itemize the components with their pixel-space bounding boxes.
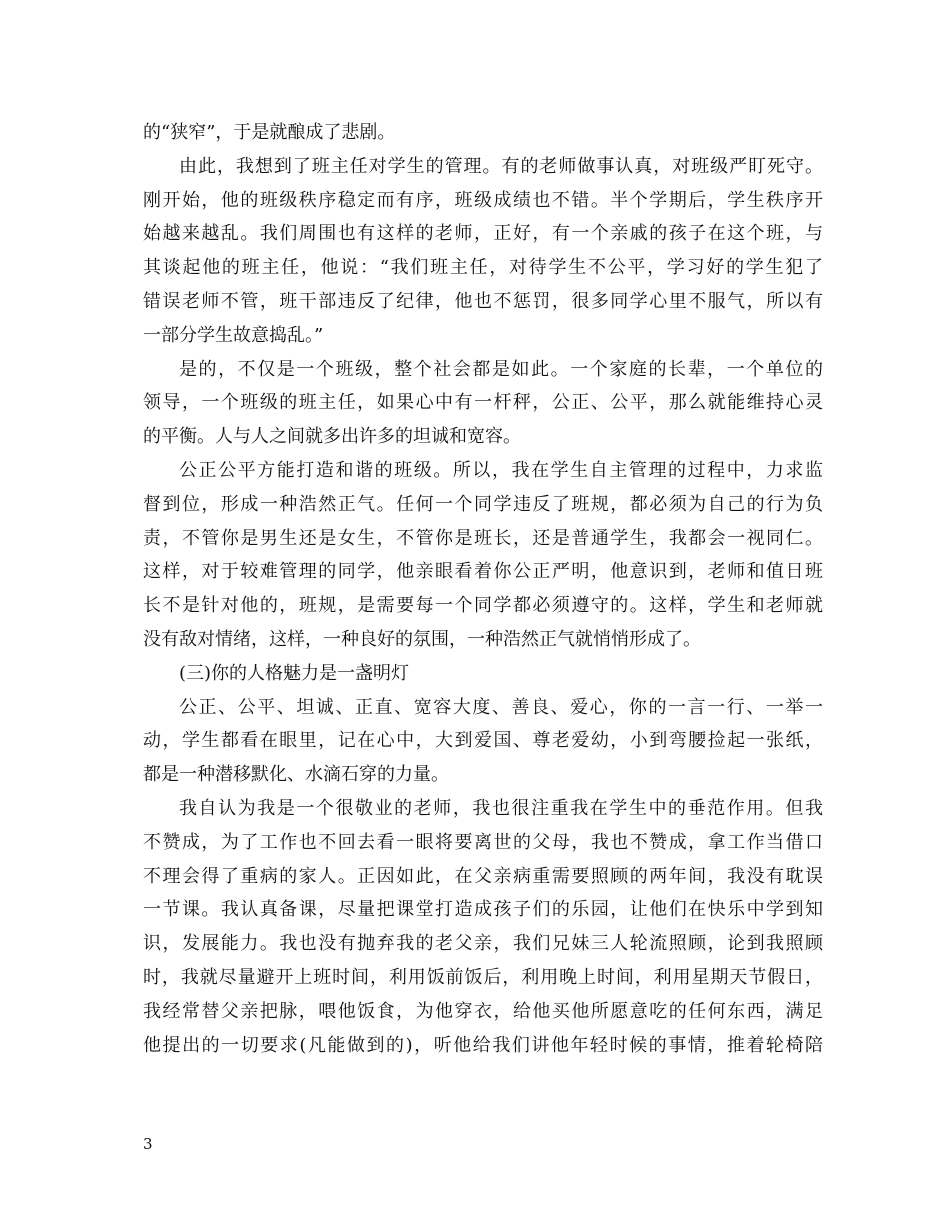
text-line: 责，不管你是男生还是女生，不管你是班长，还是普通学生，我都会一视同仁。	[143, 527, 823, 549]
text-line: 我自认为我是一个很敬业的老师，我也很注重我在学生中的垂范作用。但我	[179, 797, 823, 819]
text-line: 他提出的一切要求(凡能做到的)，听他给我们讲他年轻时候的事情，推着轮椅陪	[143, 1034, 823, 1056]
text-line: 长不是针对他的，班规，是需要每一个同学都必须遵守的。这样，学生和老师就	[143, 595, 823, 617]
text-line: 的平衡。人与人之间就多出许多的坦诚和宽容。	[143, 426, 521, 448]
text-line: 不理会得了重病的家人。正因如此，在父亲病重需要照顾的两年间，我没有耽误	[143, 865, 823, 887]
text-line: 始越来越乱。我们周围也有这样的老师，正好，有一个亲戚的孩子在这个班，与	[143, 223, 823, 245]
text-line: 一节课。我认真备课，尽量把课堂打造成孩子们的乐园，让他们在快乐中学到知	[143, 899, 823, 921]
text-line: 其谈起他的班主任，他说：“我们班主任，对待学生不公平，学习好的学生犯了	[143, 257, 823, 279]
text-line: 的“狭窄”，于是就酿成了悲剧。	[143, 122, 396, 143]
text-line: 错误老师不管，班干部违反了纪律，他也不惩罚，很多同学心里不服气，所以有	[143, 290, 823, 312]
text-line: 没有敌对情绪，这样，一种良好的氛围，一种浩然正气就悄悄形成了。	[143, 628, 701, 650]
text-line: (三)你的人格魅力是一盏明灯	[179, 662, 410, 684]
text-line: 一部分学生故意捣乱。”	[143, 324, 324, 346]
text-line: 督到位，形成一种浩然正气。任何一个同学违反了班规，都必须为自己的行为负	[143, 493, 823, 515]
text-line: 由此，我想到了班主任对学生的管理。有的老师做事认真，对班级严盯死守。	[179, 155, 823, 177]
text-line: 都是一种潜移默化、水滴石穿的力量。	[143, 764, 449, 786]
text-line: 领导，一个班级的班主任，如果心中有一杆秤，公正、公平，那么就能维持心灵	[143, 392, 823, 414]
text-line: 识，发展能力。我也没有抛弃我的老父亲，我们兄妹三人轮流照顾，论到我照顾	[143, 933, 823, 955]
text-line: 公正、公平、坦诚、正直、宽容大度、善良、爱心，你的一言一行、一举一	[179, 696, 823, 718]
text-line: 公正公平方能打造和谐的班级。所以，我在学生自主管理的过程中，力求监	[179, 459, 823, 481]
text-line: 我经常替父亲把脉，喂他饭食，为他穿衣，给他买他所愿意吃的任何东西，满足	[143, 1000, 823, 1022]
page-number: 3	[143, 1135, 153, 1153]
text-line: 动，学生都看在眼里，记在心中，大到爱国、尊老爱幼，小到弯腰捡起一张纸，	[143, 730, 823, 752]
text-line: 不赞成，为了工作也不回去看一眼将要离世的父母，我也不赞成，拿工作当借口	[143, 831, 823, 853]
text-line: 这样，对于较难管理的同学，他亲眼看着你公正严明，他意识到，老师和值日班	[143, 561, 823, 583]
text-line: 是的，不仅是一个班级，整个社会都是如此。一个家庭的长辈，一个单位的	[179, 358, 823, 380]
body-text	[143, 116, 823, 1062]
text-line: 时，我就尽量避开上班时间，利用饭前饭后，利用晚上时间，利用星期天节假日，	[143, 966, 823, 988]
text-line: 刚开始，他的班级秩序稳定而有序，班级成绩也不错。半个学期后，学生秩序开	[143, 189, 823, 211]
